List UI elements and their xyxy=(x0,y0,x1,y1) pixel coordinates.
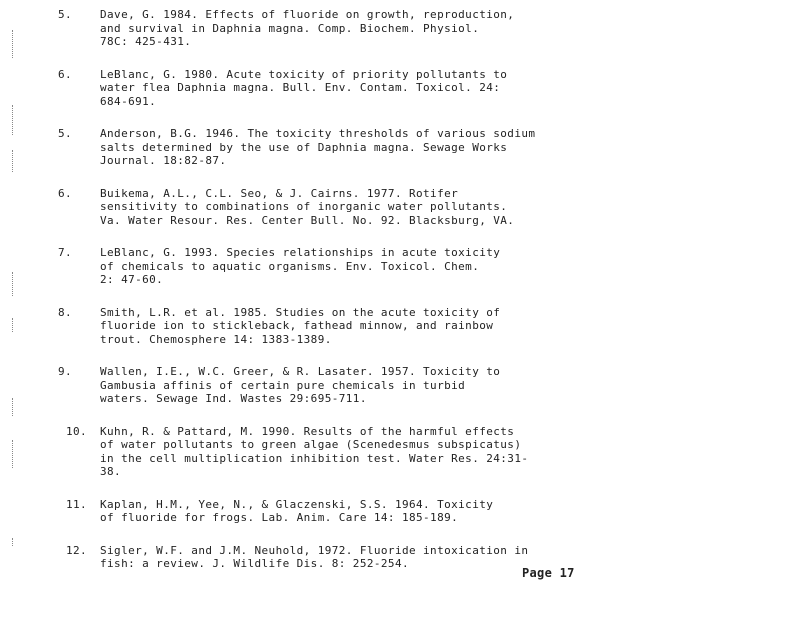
reference-text: Dave, G. 1984. Effects of fluoride on growth, reproduction, and survival in Daphnia magna. Comp. Biochem. Physiol. 78C: 425-431. xyxy=(100,8,515,48)
reference-text: Buikema, A.L., C.L. Seo, & J. Cairns. 1977. Rotifer sensitivity to combinations of inorganic water pollutants. Va. Water Resour. Res. Center Bull. No. 92. Blacksburg, VA. xyxy=(100,186,515,227)
reference-item xyxy=(0,187,800,228)
reference-text: Smith, L.R. et al. 1985. Studies on the acute toxicity of fluoride ion to stickleback, fathead minnow, and rainbow trout. Chemosphere 14: 1383-1389. xyxy=(100,305,501,346)
reference-number: 5. xyxy=(58,8,73,21)
reference-item xyxy=(0,544,800,571)
reference-number: 7. xyxy=(58,246,73,259)
reference-number: 12. xyxy=(66,543,88,557)
reference-text: LeBlanc, G. 1993. Species relationships in acute toxicity of chemicals to aquatic organisms. Env. Toxicol. Chem. 2: 47-60. xyxy=(100,246,501,286)
reference-text: Kuhn, R. & Pattard, M. 1990. Results of the harmful effects of water pollutants to green algae (Scenedesmus subspicatus) in the cell multiplication inhibition test. Water Res. 24:31- 38. xyxy=(100,424,529,478)
reference-number: 6. xyxy=(58,186,73,200)
reference-text: LeBlanc, G. 1980. Acute toxicity of priority pollutants to water flea Daphnia magna. Bull. Env. Contam. Toxicol. 24: 684-691. xyxy=(100,67,508,108)
reference-number: 11. xyxy=(66,497,88,511)
reference-number: 6. xyxy=(58,67,73,81)
reference-item xyxy=(0,365,800,406)
reference-item xyxy=(0,425,800,479)
reference-item xyxy=(0,8,800,49)
reference-text: Anderson, B.G. 1946. The toxicity thresholds of various sodium salts determined by the use of Daphnia magna. Sewage Works Journal. 18:82-87. xyxy=(100,127,536,167)
page-number: Page 17 xyxy=(522,566,575,580)
reference-item xyxy=(0,246,800,287)
reference-item xyxy=(0,127,800,168)
reference-item xyxy=(0,306,800,347)
reference-text: Sigler, W.F. and J.M. Neuhold, 1972. Fluoride intoxication in fish: a review. J. Wildlife Dis. 8: 252-254. xyxy=(100,543,529,570)
reference-item xyxy=(0,498,800,525)
reference-text: Kaplan, H.M., Yee, N., & Glaczenski, S.S. 1964. Toxicity of fluoride for frogs. Lab. Anim. Care 14: 185-189. xyxy=(100,497,494,524)
reference-text: Wallen, I.E., W.C. Greer, & R. Lasater. 1957. Toxicity to Gambusia affinis of certain pure chemicals in turbid waters. Sewage Ind. Wastes 29:695-711. xyxy=(100,365,501,405)
reference-number: 5. xyxy=(58,127,73,140)
reference-number: 10. xyxy=(66,424,88,438)
reference-number: 9. xyxy=(58,365,73,378)
reference-item xyxy=(0,68,800,109)
reference-number: 8. xyxy=(58,305,73,319)
reference-list xyxy=(0,8,800,590)
